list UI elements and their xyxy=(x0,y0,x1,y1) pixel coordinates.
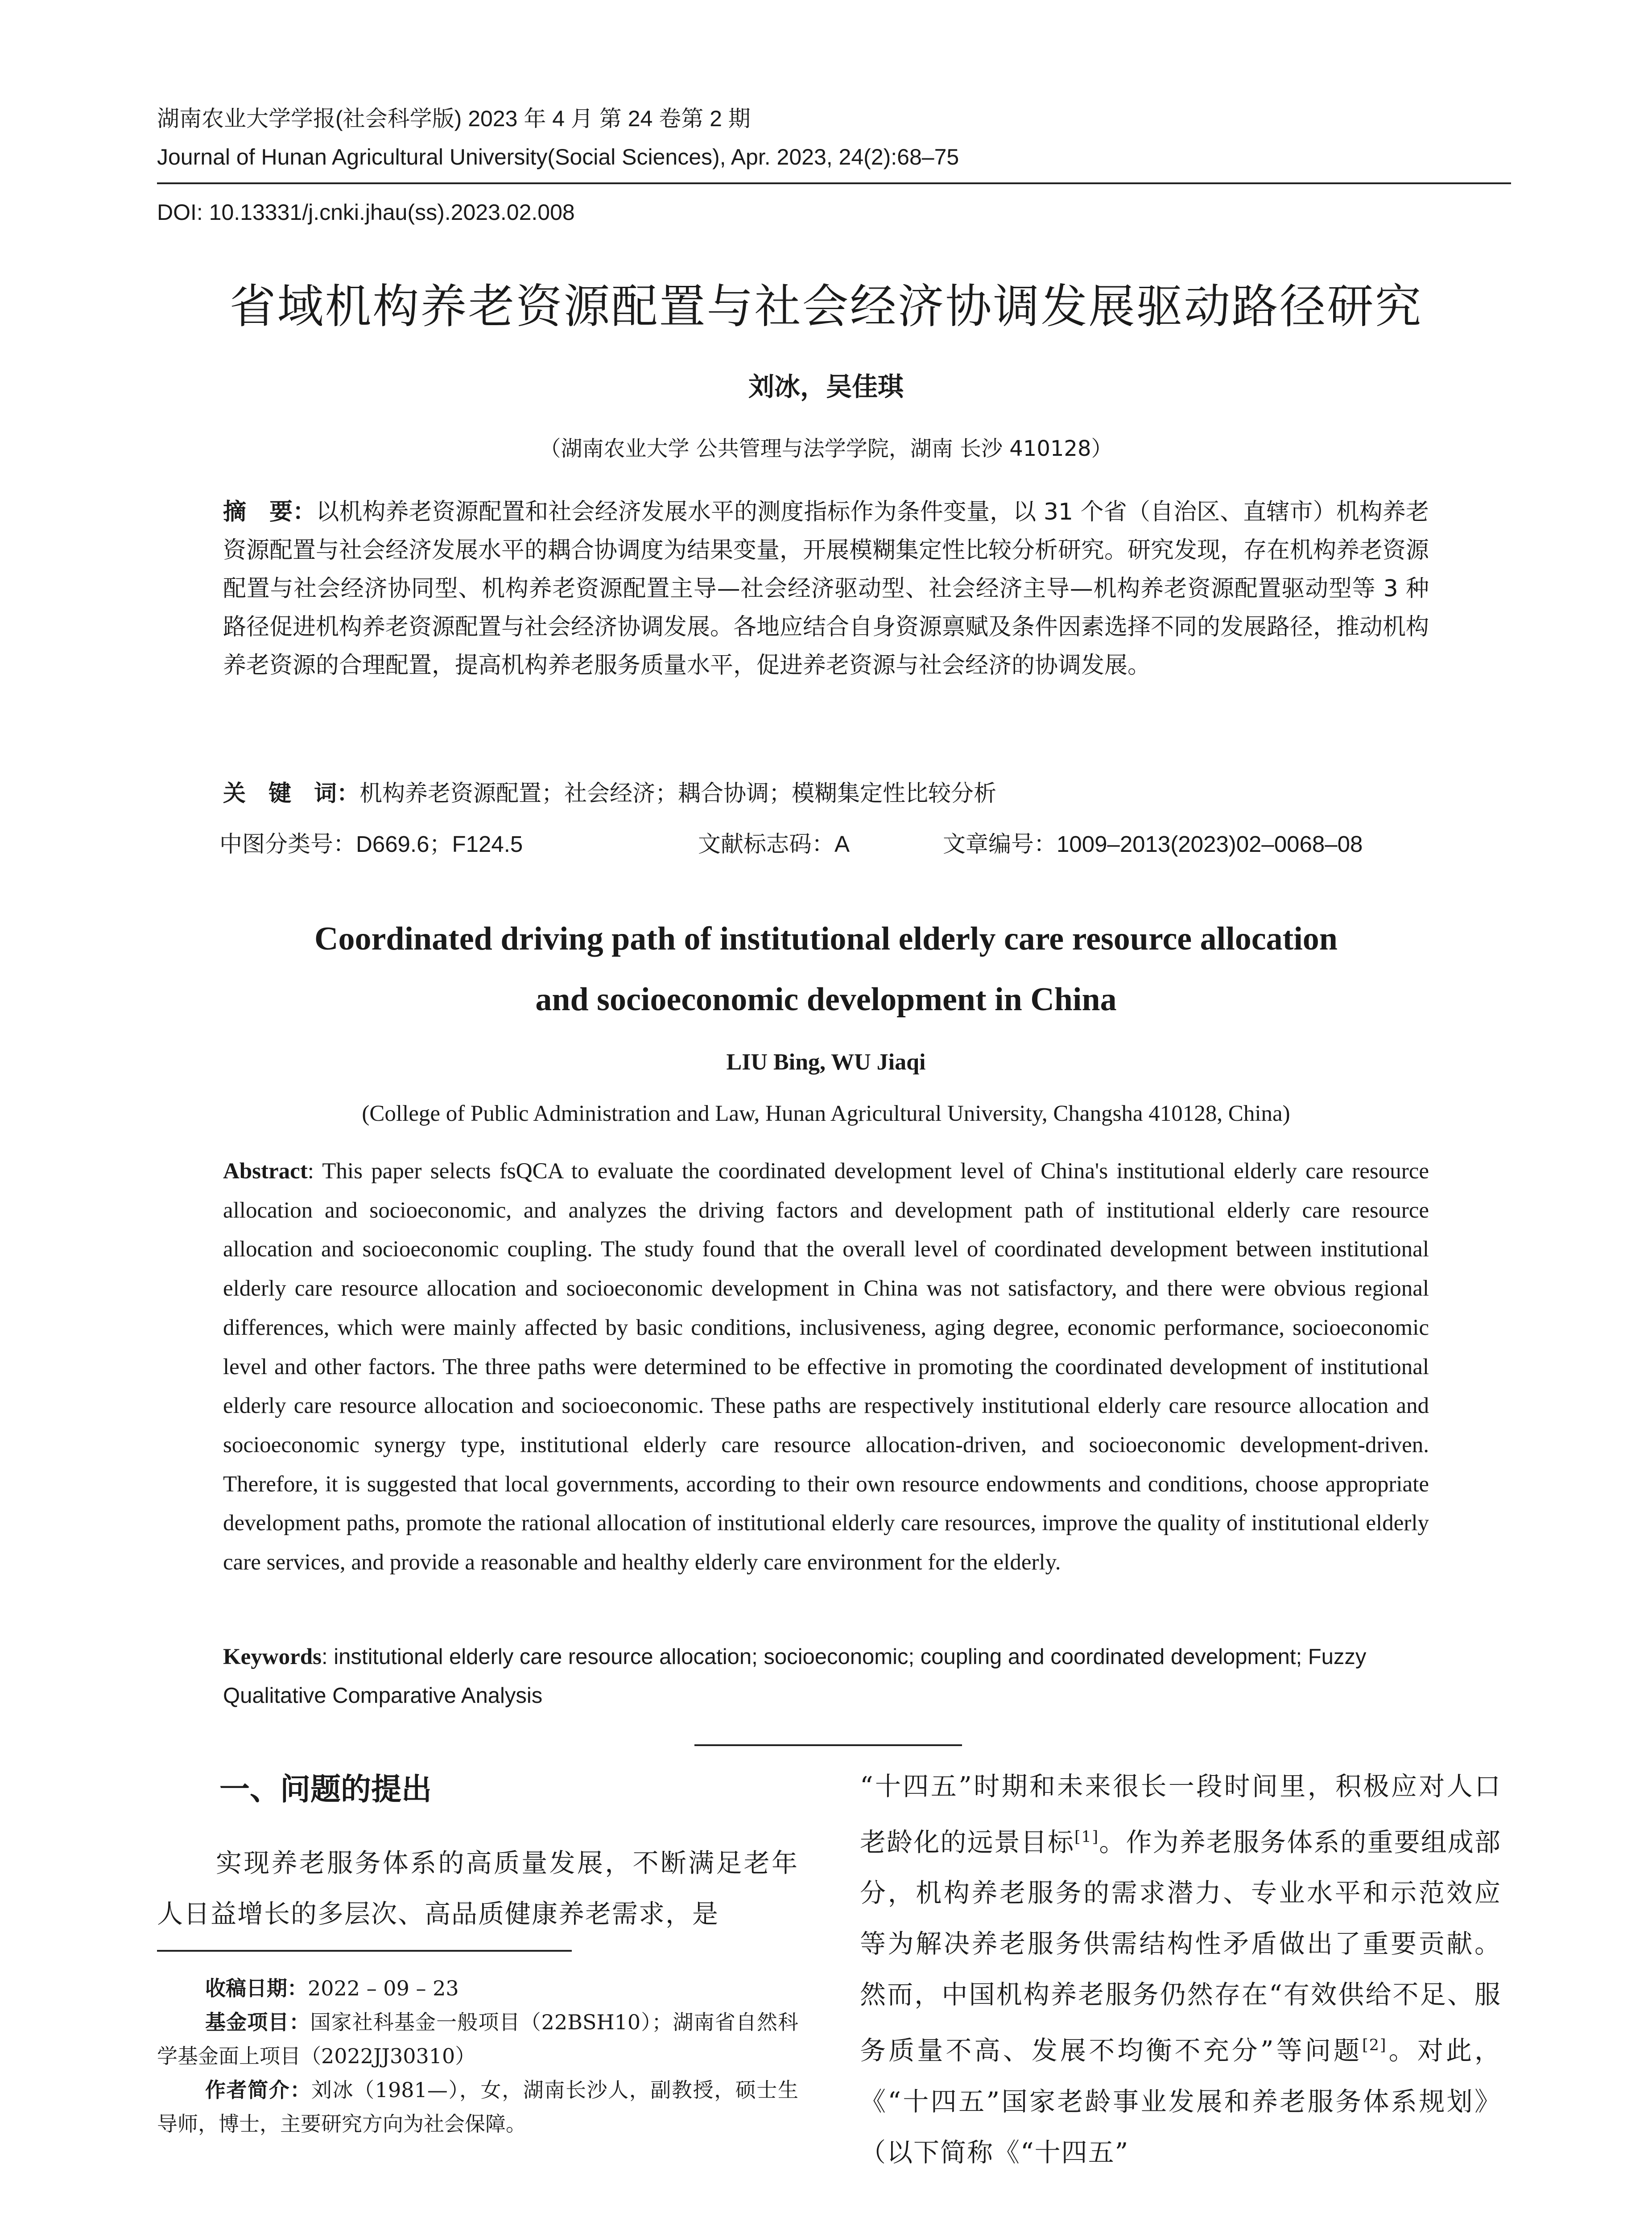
title-cn: 省域机构养老资源配置与社会经济协调发展驱动路径研究 xyxy=(229,279,1423,334)
journal-header-en: Journal of Hunan Agricultural University(Social Sciences), Apr. 2023, 24(2):68–75 xyxy=(157,145,959,169)
doi: DOI: 10.13331/j.cnki.jhau(ss).2023.02.008 xyxy=(157,200,575,225)
right-text-3: 。对此，《“十四五”国家老龄事业发展和养老服务体系规划》（以下简称《“十四五” xyxy=(860,2035,1501,2168)
affiliation-cn: （湖南农业大学 公共管理与法学学院，湖南 长沙 410128） xyxy=(539,436,1113,461)
abstract-en xyxy=(223,1152,1429,1582)
keywords-cn-text: 机构养老资源配置；社会经济；耦合协调；模糊集定性比较分析 xyxy=(359,780,997,807)
title-en-line-2: and socioeconomic development in China xyxy=(535,981,1117,1018)
section-intro-left: 实现养老服务体系的高质量发展，不断满足老年人日益增长的多层次、高品质健康养老需求，是 xyxy=(157,1848,798,1929)
author-bio-label: 作者简介： xyxy=(205,2078,311,2102)
citation-1: [1] xyxy=(1074,1828,1099,1846)
header-rule xyxy=(157,182,1511,184)
keywords-en-label: Keywords xyxy=(223,1644,322,1669)
footnotes xyxy=(157,1971,798,2141)
footnote-rule xyxy=(157,1950,572,1952)
footnote-received xyxy=(157,1971,798,2005)
keywords-cn xyxy=(223,780,996,808)
abstract-separator xyxy=(694,1744,962,1746)
right-text-2: 。作为养老服务体系的重要组成部分，机构养老服务的需求潜力、专业水平和示范效应等为解决养老服务供需结构性矛盾做出了重要贡献。然而，中国机构养老服务仍然存在“有效供给不足、服务质量不高、发展不均衡不充分”等问题 xyxy=(860,1827,1501,2066)
document-code: 文献标志码：A xyxy=(698,831,850,857)
footnote-fund xyxy=(157,2005,798,2073)
received-date: 2022 – 09 – 23 xyxy=(308,1976,459,2000)
citation-2: [2] xyxy=(1362,2036,1387,2055)
fund-text: 国家社科基金一般项目（22BSH10）；湖南省自然科学基金面上项目（2022JJ30310） xyxy=(157,2010,799,2068)
keywords-en-text: : institutional elderly care resource allocation; socioeconomic; coupling and coordinated development; Fuzzy Qualitative Comparative Analysis xyxy=(223,1645,1367,1708)
author-bio-text: 刘冰（1981—），女，湖南长沙人，副教授，硕士生导师，博士，主要研究方向为社会保障。 xyxy=(157,2078,798,2136)
journal-header-cn: 湖南农业大学学报(社会科学版) 2023 年 4 月 第 24 卷第 2 期 xyxy=(157,106,751,131)
abstract-en-label: Abstract xyxy=(223,1159,308,1184)
fund-label: 基金项目： xyxy=(205,2010,310,2034)
keywords-en xyxy=(223,1638,1429,1715)
clc-number: 中图分类号：D669.6；F124.5 xyxy=(219,831,523,857)
footnote-author xyxy=(157,2073,798,2141)
authors-en: LIU Bing, WU Jiaqi xyxy=(726,1049,926,1075)
title-en-line-1: Coordinated driving path of institutional elderly care resource allocation xyxy=(314,921,1338,957)
affiliation-en: (College of Public Administration and Law, Hunan Agricultural University, Changsha 410128, China) xyxy=(362,1101,1290,1126)
section-heading: 一、问题的提出 xyxy=(219,1772,432,1807)
article-number: 文章编号：1009–2013(2023)02–0068–08 xyxy=(943,831,1363,857)
authors-cn: 刘冰，吴佳琪 xyxy=(748,372,904,402)
abstract-cn-text: 以机构养老资源配置和社会经济发展水平的测度指标作为条件变量，以 31 个省（自治区、直辖市）机构养老资源配置与社会经济发展水平的耦合协调度为结果变量，开展模糊集定性比较分析研究。研究发现，存在机构养老资源配置与社会经济协同型、机构养老资源配置主导—社会经济驱动型、社会经济主导—机构养老资源配置驱动型等 3 种路径促进机构养老资源配置与社会经济协调发展。各地应结合自身资源禀赋及条件因素选择不同的发展路径，推动机构养老资源的合理配置，提高机构养老服务质量水平，促进养老资源与社会经济的协调发展。 xyxy=(223,499,1429,679)
keywords-cn-label: 关 键 词： xyxy=(223,780,360,807)
abstract-en-text: : This paper selects fsQCA to evaluate the coordinated development level of China's institutional elderly care resource allocation and socioeconomic, and analyzes the driving factors and development path of institutional elderly care resource allocation and socioeconomic coupling. The study found that the overall level of coordinated development between institutional elderly care resource allocation and socioeconomic development in China was not satisfactory, and there were obvious regional differences, which were mainly affected by basic conditions, inclusiveness, aging degree, economic performance, socioeconomic level and other factors. The three paths were determined to be effective in promoting the coordinated development of institutional elderly care resource allocation and socioeconomic. These paths are respectively institutional elderly care resource allocation and socioeconomic synergy type, institutional elderly care resource allocation-driven, and socioeconomic development-driven. Therefore, it is suggested that local governments, according to their own resource endowments and conditions, choose appropriate development paths, promote the rational allocation of institutional elderly care resources, improve the quality of institutional elderly care services, and provide a reasonable and healthy elderly care environment for the elderly. xyxy=(223,1159,1429,1575)
received-label: 收稿日期： xyxy=(205,1976,308,2000)
abstract-cn-label: 摘 要： xyxy=(223,499,316,525)
abstract-cn xyxy=(223,493,1429,685)
right-text-1: “十四五”时期和未来很长一段时间里，积极应对人口老龄化的远景目标 xyxy=(860,1771,1501,1858)
section-intro-right xyxy=(860,1761,1501,2178)
